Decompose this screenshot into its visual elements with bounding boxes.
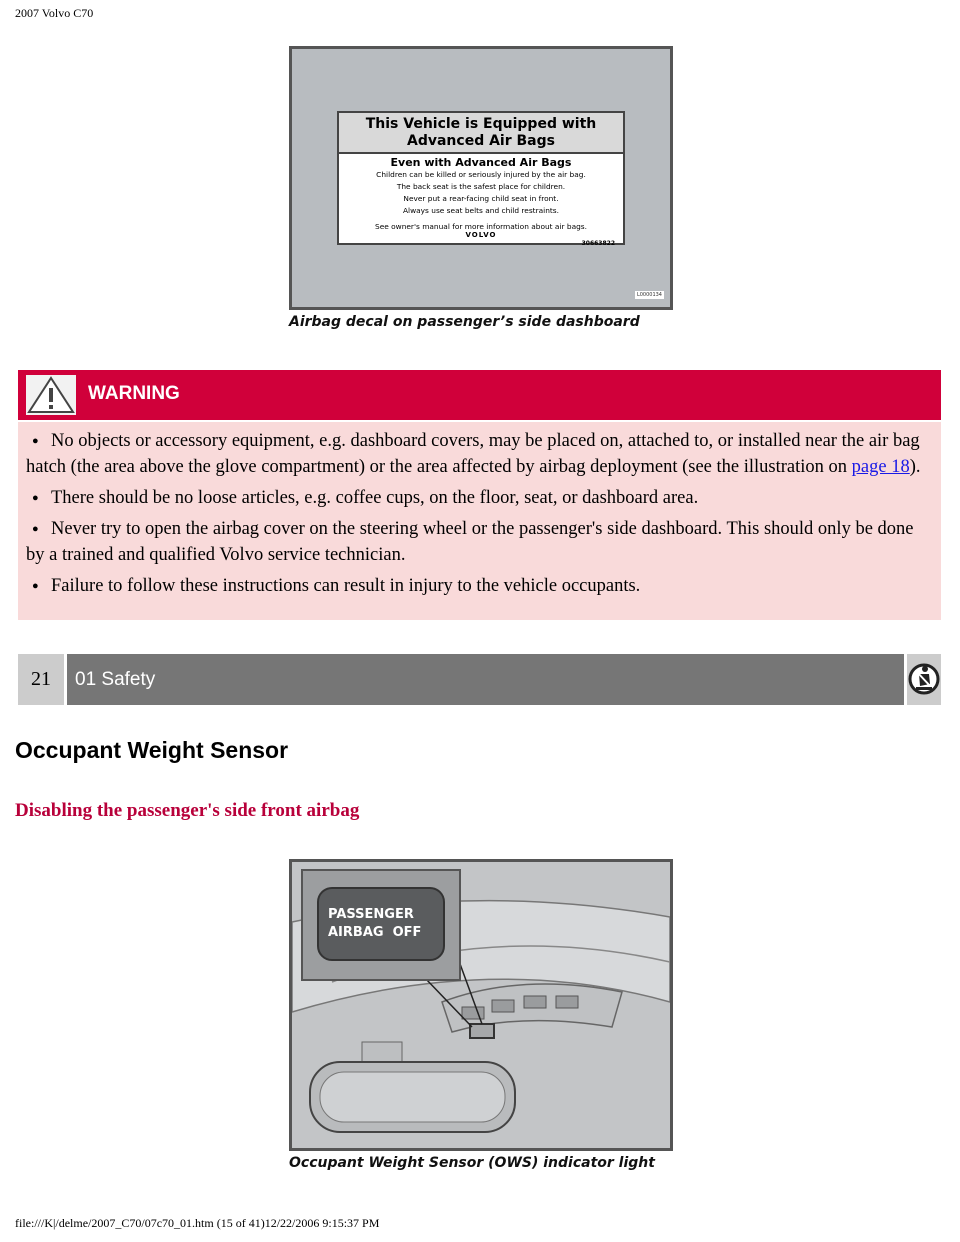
ows-indicator-image [289, 859, 673, 1151]
section-title: 01 Safety [67, 654, 904, 705]
bullet-icon: ● [32, 435, 39, 447]
decal-code: 30663822 [581, 240, 615, 247]
warning-triangle-icon [26, 375, 76, 415]
bullet-icon: ● [32, 580, 39, 592]
warning-header [18, 370, 941, 420]
warning-item-text: No objects or accessory equipment, e.g. dashboard covers, may be placed on, attached to, or installed near the air bag hatch (the area above the glove compartment) or the area affected by airbag deployment (see the illustration on [26, 431, 920, 477]
page-title: Occupant Weight Sensor [15, 737, 289, 763]
warning-label: WARNING [88, 383, 180, 404]
decal-line: The back seat is the safest place for children. [396, 182, 566, 191]
passenger-airbag-indicator [328, 906, 434, 942]
figure-caption: Airbag decal on passenger’s side dashboard [289, 314, 640, 330]
warning-item [26, 485, 933, 511]
document-footer: file:///K|/delme/2007_C70/07c70_01.htm (15 of 41)12/22/2006 9:15:37 PM [15, 1216, 380, 1230]
page-18-link[interactable]: page 18 [851, 457, 910, 477]
indicator-airbag-text: AIRBAG [328, 925, 384, 940]
ows-illustration [292, 862, 670, 1148]
section-subtitle: Disabling the passenger's side front airbag [15, 800, 360, 821]
decal-subtitle: Even with Advanced Air Bags [390, 156, 572, 169]
decal-line: Always use seat belts and child restraints. [403, 206, 559, 215]
decal-line: Children can be killed or seriously injured by the air bag. [376, 170, 586, 179]
warning-item-text: Failure to follow these instructions can result in injury to the vehicle occupants. [51, 576, 641, 596]
decal-footer [339, 222, 623, 247]
bullet-icon: ● [32, 492, 39, 504]
warning-item-text: Never try to open the airbag cover on the steering wheel or the passenger's side dashboard. This should only be done by a trained and qualified Volvo service technician. [26, 519, 914, 565]
page-number: 21 [18, 654, 64, 705]
decal-title-line1: This Vehicle is Equipped with [365, 116, 597, 132]
airbag-decal [337, 111, 625, 245]
warning-item-text-end: ). [909, 457, 921, 477]
decal-footer-text: See owner's manual for more information about air bags. [375, 222, 587, 231]
decal-title [339, 113, 623, 154]
bullet-icon: ● [32, 523, 39, 535]
warning-item [26, 428, 933, 480]
airbag-decal-image [289, 46, 673, 310]
indicator-line1: PASSENGER [328, 907, 414, 922]
figure-id: L0000134 [636, 292, 662, 298]
warning-item-text: There should be no loose articles, e.g. coffee cups, on the floor, seat, or dashboard area. [51, 488, 699, 508]
indicator-status: OFF [392, 925, 422, 940]
warning-item [26, 573, 933, 599]
seatbelt-safety-icon [907, 654, 941, 705]
warning-item [26, 516, 933, 568]
decal-title-line2: Advanced Air Bags [407, 133, 555, 149]
document-header: 2007 Volvo C70 [15, 6, 94, 20]
warning-body [18, 422, 941, 620]
decal-brand: VOLVO [465, 231, 497, 239]
decal-line: Never put a rear-facing child seat in front. [403, 194, 559, 203]
warning-box [18, 370, 941, 620]
indicator-line2 [328, 924, 434, 942]
figure-caption: Occupant Weight Sensor (OWS) indicator light [289, 1155, 655, 1171]
